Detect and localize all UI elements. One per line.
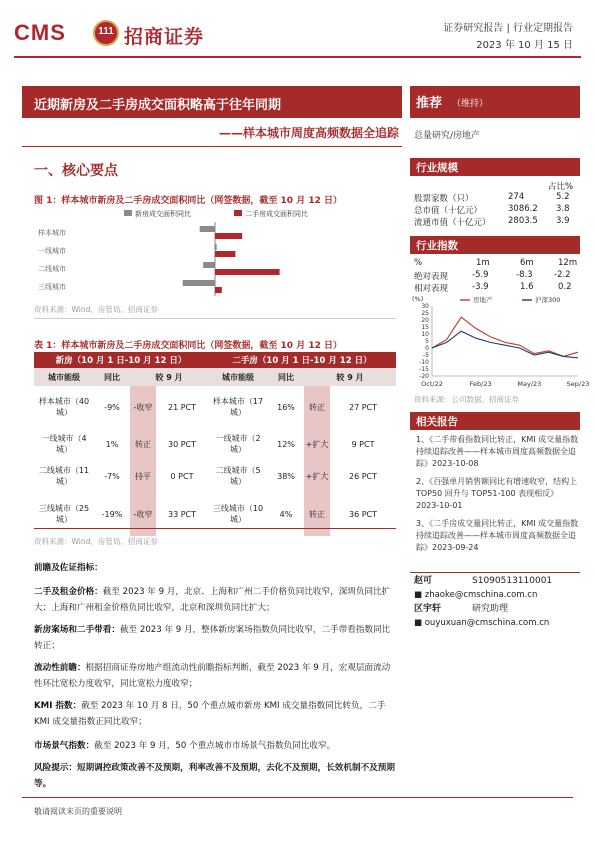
index-chart-source: 资料来源：公司数据、招商证券 [414,395,519,404]
index-head: % 1m 6m 12m [414,258,578,268]
index-line-chart [410,292,590,392]
cell-city: 一线城市（2 城） [215,434,261,454]
cell-yoy: -7% [104,471,120,481]
para-text: 截至 2023 年 9 月，整体新房案场指数负同比收窄，二手带看指数同比转正； [34,625,391,651]
para-text: 截至 2023 年 10 月 8 日，50 个重点城市新房 KMI 成交量指数同比转负，二手 KMI 成交量指数正同比收窄； [34,701,386,727]
table-group-new: 新房（10 月 1 日-10 月 12 日） [34,352,208,368]
title-divider [22,146,402,147]
cell-yoy: 12% [277,439,295,449]
report-type: 证券研究报告 | 行业定期报告 [443,23,573,34]
y-tick-label: 0 [425,345,429,352]
cell-trend: -收窄 [130,492,156,536]
cell-pct: 21 PCT [167,402,197,412]
analyst2-email[interactable]: ouyuxuan@cmschina.com.cn [424,618,550,628]
cell-pct: 26 PCT [348,471,378,481]
para-label: 新房案场和二手带看： [34,625,120,635]
para-label: 流动性前瞻： [34,663,86,673]
category-label: 样本城市 [38,229,66,237]
index-table [414,258,580,294]
basic-row: 股票家数（只） 274 5.2 [414,192,570,204]
index-row: 绝对表现 -5.9 -8.3 -2.2 [414,270,571,282]
cell-yoy: 38% [277,471,295,481]
recommend-rating: （维持） [452,99,489,109]
para-risk [34,760,396,792]
cell-trend: -收窄 [130,386,156,428]
table-group-second: 二手房（10 月 1 日-10 月 12 日） [208,352,396,368]
col-header: 同比 [268,368,304,386]
bar [215,287,222,293]
category-label: 三线城市 [38,283,66,291]
cell-pct: 30 PCT [167,439,197,449]
col-header: 同比 [94,368,130,386]
category-label: 二线城市 [38,265,66,273]
sidebar-basic-header: 行业规模 [410,158,580,176]
recommend-bar [410,86,580,118]
x-tick-label: Oct/22 [421,380,443,388]
related-report-item[interactable]: 2、《百强单月销售额同比有增速收窄，结构上 TOP50 回升与 TOP51-100 表现相反》2023-10-01 [416,477,578,510]
mail-icon: ■ [414,618,423,628]
cell-trend: +扩大 [304,428,330,460]
figure1-divider [34,318,396,319]
para-label: 二手及租金价格： [34,587,103,597]
y-tick-label: 10 [421,331,429,338]
table-row [34,492,396,536]
para-price [34,584,396,616]
sidebar-index-header: 行业指数 [410,236,580,254]
bar [215,251,235,257]
cell-pct: 9 PCT [351,439,375,449]
para-lead [34,560,396,576]
y-tick-label: 15 [421,324,429,331]
y-tick-label: -15 [419,366,429,373]
index-row: 相对表现 -3.9 1.6 0.2 [414,282,572,294]
bar [215,269,280,275]
analyst2-name: 区宇轩 [414,604,442,614]
col-header: 城市能级 [34,368,94,386]
basic-unit: 占比% [548,182,574,192]
x-tick-label: Feb/23 [469,380,492,388]
mail-icon: ■ [414,590,423,600]
legend-swatch [124,210,132,216]
bar [215,244,217,250]
legend-label: 二手房成交面积同比 [245,210,308,218]
y-tick-label: -10 [419,359,429,366]
cell-pct: 33 PCT [167,509,197,519]
related-report-item[interactable]: 1、《二手带看指数同比转正，KMI 成交量指数持续追踪改善——样本城市周度高频数据全追踪》2023-10-08 [416,435,579,468]
cell-pct: 27 PCT [348,402,378,412]
cell-trend: +扩大 [304,460,330,492]
cell-pct: 0 PCT [170,471,194,481]
logo-cms: CMS [14,20,66,45]
legend-swatch [234,210,242,216]
footer-divider [22,797,573,798]
y-axis-label: (%) [412,295,424,303]
logo-chinese: 招商证券 [124,26,205,48]
logo-badge-icon: 111 [93,20,119,46]
cell-yoy: 16% [277,402,295,412]
y-tick-label: 20 [421,317,429,324]
cell-city: 一线城市（4 城） [41,434,87,454]
sidebar-related-header: 相关报告 [410,412,580,430]
x-tick-label: May/23 [517,380,542,388]
figure1-source: 资料来源：Wind、房管局、招商证券 [34,305,158,314]
y-tick-label: -20 [419,373,429,380]
cell-yoy: 4% [279,509,293,519]
y-tick-label: 30 [421,303,429,310]
para-visits [34,622,396,654]
cell-trend: 转正 [130,428,156,460]
figure1-title: 图 1：样本城市新房及二手房成交面积同比（网签数据，截至 10 月 12 日） [34,196,342,206]
para-label: 风险提示： [34,763,77,773]
para-text: 截至 2023 年 9 月，北京、上海和广州二手价格负同比收窄，深圳负同比扩大；上海和广州租金价格负同比收窄，北京和深圳负同比扩大； [34,587,391,613]
title-bar [22,86,402,118]
analyst1-id: S1090513110001 [472,576,553,586]
basic-row: 总市值（十亿元） 3086.2 3.8 [414,204,570,216]
report-date: 2023 年 10 月 15 日 [476,40,573,51]
basic-table [414,192,580,228]
header-divider [14,56,581,58]
table1 [34,352,396,536]
cell-trend: 持平 [130,460,156,492]
report-meta [443,20,573,54]
analyst-divider [410,572,580,573]
table-row [34,386,396,428]
col-header: 较 9 月 [130,368,208,386]
table-bottom-rule [34,528,396,529]
category-label: 一线城市 [38,247,66,255]
para-kmi [34,698,396,730]
page-title: 近期新房及二手房成交面积略高于往年同期 [34,98,282,113]
bar [203,262,215,268]
cell-yoy: 1% [105,439,119,449]
figure1-chart [34,206,396,298]
footer-note: 敬请阅读末页的重要说明 [34,807,122,816]
col-header: 城市能级 [208,368,268,386]
table-row [34,428,396,460]
cell-city: 样本城市（17 城） [212,397,264,417]
x-tick-label: Sep/23 [566,380,590,388]
cell-pct: 36 PCT [348,509,378,519]
cell-trend: 转正 [304,492,330,536]
cell-yoy: -19% [101,509,123,519]
analyst1-name: 赵可 [414,576,433,586]
bar [215,233,242,239]
para-text: 短期调控政策改善不及预期，利率改善不及预期，去化不及预期，长效机制不及预期等。 [34,763,395,789]
analyst1-email[interactable]: zhaoke@cmschina.com.cn [424,590,538,600]
table1-source: 资料来源：Wind、房管局、招商证券 [34,537,158,546]
legend-label: 沪深300 [535,296,561,304]
analyst-block [414,574,580,630]
cell-city: 样本城市（40 城） [38,397,90,417]
para-label: 市场景气指数： [34,741,95,751]
para-liquidity [34,660,396,692]
industry-label: 总量研究/房地产 [414,131,481,141]
section-title: 一、核心要点 [34,163,118,179]
para-label: KMI 指数： [34,701,82,711]
related-report-item[interactable]: 3、《二手房成交量同比转正，KMI 成交量指数持续追踪改善——样本城市周度高频数据全追踪》2023-09-24 [416,519,579,552]
para-sentiment [34,738,396,754]
col-header: 较 9 月 [304,368,396,386]
y-tick-label: 25 [421,310,429,317]
para-lead-label: 前瞻及佐证指标： [34,563,103,573]
basic-row: 流通市值（十亿元） 2803.5 3.9 [414,216,570,228]
cell-city: 二线城市（11 城） [38,466,90,486]
page-subtitle: ——样本城市周度高频数据全追踪 [218,126,399,140]
cell-yoy: -9% [104,402,120,412]
legend-label: 新房成交面积同比 [135,210,191,218]
y-tick-label: -5 [423,352,429,359]
bar [183,280,215,286]
cell-city: 三线城市（10 城） [212,504,264,524]
analyst2-role: 研究助理 [472,604,509,614]
para-text: 根据招商证券房地产组流动性前瞻指标判断，截至 2023 年 9 月，宏观层面流动性环比宽松力度收窄，同比宽松力度收窄； [34,663,391,689]
related-list [416,434,580,554]
recommend-label: 推荐 [416,96,443,111]
table1-title: 表 1：样本城市新房及二手房成交面积同比（网签数据，截至 10 月 12 日） [34,341,342,351]
y-tick-label: 5 [425,338,429,345]
table-row [34,460,396,492]
legend-label: 房地产 [473,296,493,304]
cell-city: 三线城市（25 城） [38,504,90,524]
bar [200,226,215,232]
cell-city: 二线城市（5 城） [215,466,261,486]
cell-trend: 转正 [304,386,330,428]
series-line [432,331,578,358]
para-text: 截至 2023 年 9 月，50 个重点城市市场景气指数负同比收窄。 [94,741,336,751]
